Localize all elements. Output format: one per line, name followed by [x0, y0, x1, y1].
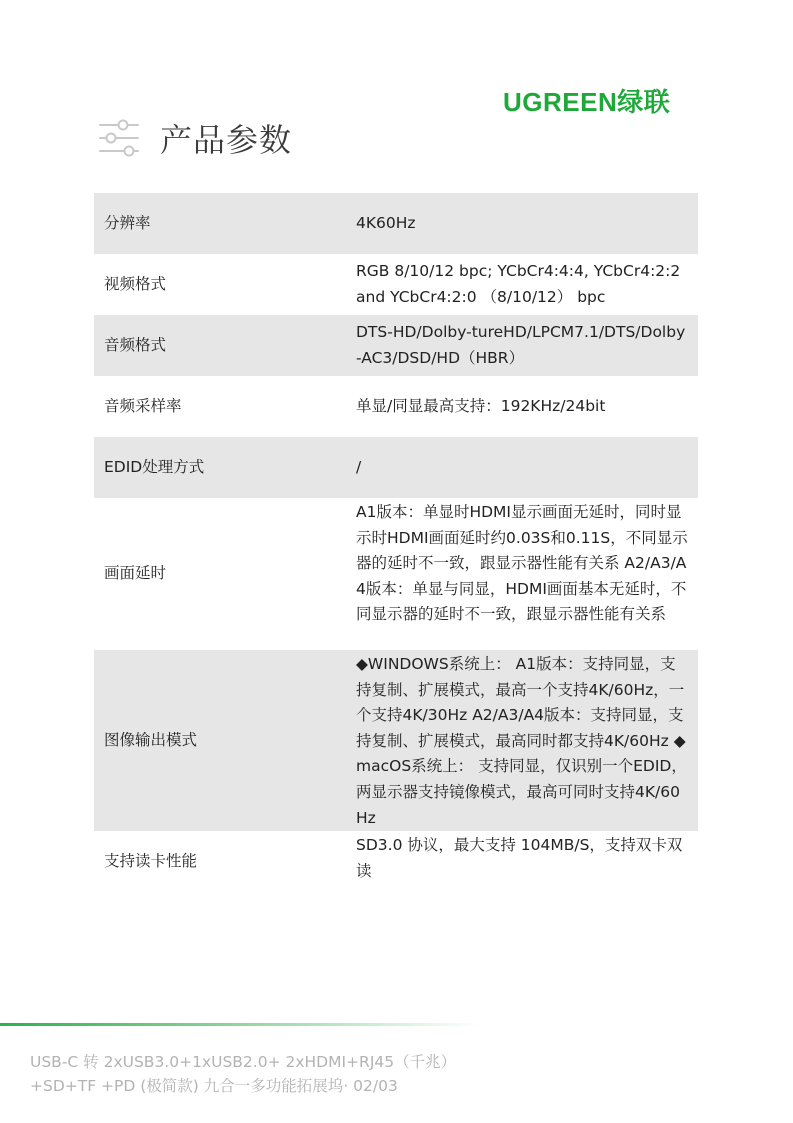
- spec-value: 4K60Hz: [346, 193, 698, 254]
- spec-value: 单显/同显最高支持：192KHz/24bit: [356, 396, 606, 415]
- spec-value: /: [346, 437, 698, 498]
- spec-row-resolution: [94, 193, 698, 254]
- footer-product-name: USB-C 转 2xUSB3.0+1xUSB2.0+ 2xHDMI+RJ45（千兆）+SD+TF +PD (极简款) 九合一多功能拓展坞· 02/03: [30, 1053, 457, 1095]
- spec-value: DTS-HD/Dolby-tureHD/LPCM7.1/DTS/Dolby-AC3/DSD/HD（HBR）: [346, 315, 698, 376]
- spec-label: 画面延时: [104, 564, 167, 583]
- spec-row-latency: [94, 498, 698, 650]
- spec-row-audio-sample-rate: [94, 376, 698, 437]
- spec-label: 支持读卡性能: [104, 851, 198, 870]
- spec-label: 图像输出模式: [94, 650, 346, 831]
- spec-label: 视频格式: [104, 274, 167, 293]
- spec-row-card-reader: [94, 831, 698, 892]
- spec-row-video-format: [94, 254, 698, 315]
- spec-row-audio-format: [94, 315, 698, 376]
- sliders-icon: [98, 116, 142, 160]
- spec-row-edid: [94, 437, 698, 498]
- spec-value: SD3.0 协议，最大支持 104MB/S，支持双卡双读: [356, 836, 683, 880]
- spec-value: ◆WINDOWS系统上： A1版本：支持同显，支持复制、扩展模式，最高一个支持4K/60Hz，一个支持4K/30Hz A2/A3/A4版本：支持同显，支持复制、扩展模式，最高同时都支持4K/60Hz ◆macOS系统上： 支持同显，仅识别一个EDID，两显示器支持镜像模式，最高可同时支持4K/60Hz: [346, 650, 698, 831]
- spec-label: 音频格式: [94, 315, 346, 376]
- spec-table: [94, 193, 698, 892]
- spec-row-display-mode: [94, 650, 698, 831]
- spec-label: 音频采样率: [104, 396, 182, 415]
- spec-value: A1版本：单显时HDMI显示画面无延时，同时显示时HDMI画面延时约0.03S和0.11S，不同显示器的延时不一致，跟显示器性能有关系 A2/A3/A4版本：单显与同显，HDMI画面基本无延时，不同显示器的延时不一致，跟显示器性能有关系: [356, 503, 688, 624]
- page-title: 产品参数: [160, 121, 293, 159]
- spec-value: RGB 8/10/12 bpc; YCbCr4:4:4, YCbCr4:2:2 and YCbCr4:2:0 （8/10/12） bpc: [356, 261, 681, 306]
- brand-logo: UGREEN绿联: [503, 87, 671, 117]
- spec-label: 分辨率: [94, 193, 346, 254]
- footer-divider: [0, 1023, 480, 1026]
- spec-label: EDID处理方式: [94, 437, 346, 498]
- section-header: [98, 115, 292, 161]
